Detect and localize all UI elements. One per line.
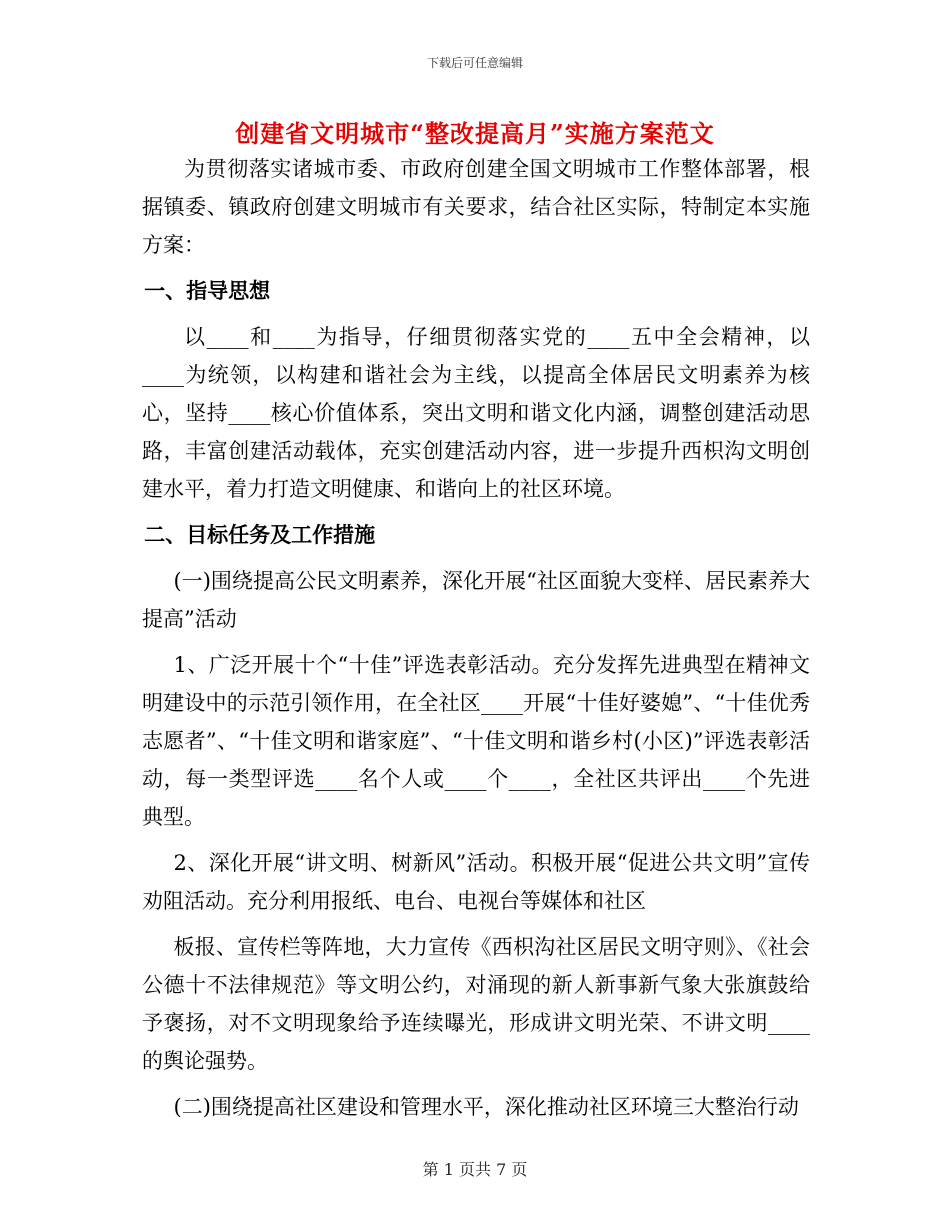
intro-paragraph: 为贯彻落实诸城市委、市政府创建全国文明城市工作整体部署，根据镇委、镇政府创建文明城市有关要求，结合社区实际，特制定本实施方案： bbox=[142, 157, 810, 257]
page-header-note: 下载后可任意编辑 bbox=[426, 56, 523, 70]
item-2-continued-paragraph: 板报、宣传栏等阵地，大力宣传《西枳沟社区居民文明守则》、《社会公德十不法律规范》等文明公约，对涌现的新人新事新气象大张旗鼓给予褒扬，对不文明现象给予连续曝光，形成讲文明光荣、不讲文明____的舆论强势。 bbox=[142, 935, 810, 1073]
guiding-thought-paragraph: 以____和____为指导，仔细贯彻落实党的____五中全会精神，以____为统领，以构建和谐社会为主线，以提高全体居民文明素养为核心，坚持____核心价值体系，突出文明和谐文化内涵，调整创建活动思路，丰富创建活动载体，充实创建活动内容，进一步提升西枳沟文明创建水平，着力打造文明健康、和谐向上的社区环境。 bbox=[142, 325, 810, 501]
section-heading-2: 二、目标任务及工作措施 bbox=[144, 523, 376, 547]
page-number: 第 1 页共 7 页 bbox=[422, 1160, 528, 1179]
subsection-2-heading: (二)围绕提高社区建设和管理水平，深化推动社区环境三大整治行动 bbox=[173, 1095, 799, 1119]
document-body bbox=[142, 150, 810, 1126]
section-heading-1: 一、指导思想 bbox=[144, 279, 271, 303]
item-1-paragraph: 1、广泛开展十个“十佳”评选表彰活动。充分发挥先进典型在精神文明建设中的示范引领作用，在全社区____开展“十佳好婆媳”、“十佳优秀志愿者”、“十佳文明和谐家庭”、“十佳文明和谐乡村(小区)”评选表彰活动，每一类型评选____名个人或____个____，全社区共评出____个先进典型。 bbox=[142, 653, 810, 829]
document-title: 创建省文明城市“整改提高月”实施方案范文 bbox=[235, 119, 715, 148]
subsection-1-heading: (一)围绕提高公民文明素养，深化开展“社区面貌大变样、居民素养大提高”活动 bbox=[142, 569, 810, 631]
item-2-paragraph: 2、深化开展“讲文明、树新风”活动。积极开展“促进公共文明”宣传劝阻活动。充分利用报纸、电台、电视台等媒体和社区 bbox=[142, 851, 810, 913]
